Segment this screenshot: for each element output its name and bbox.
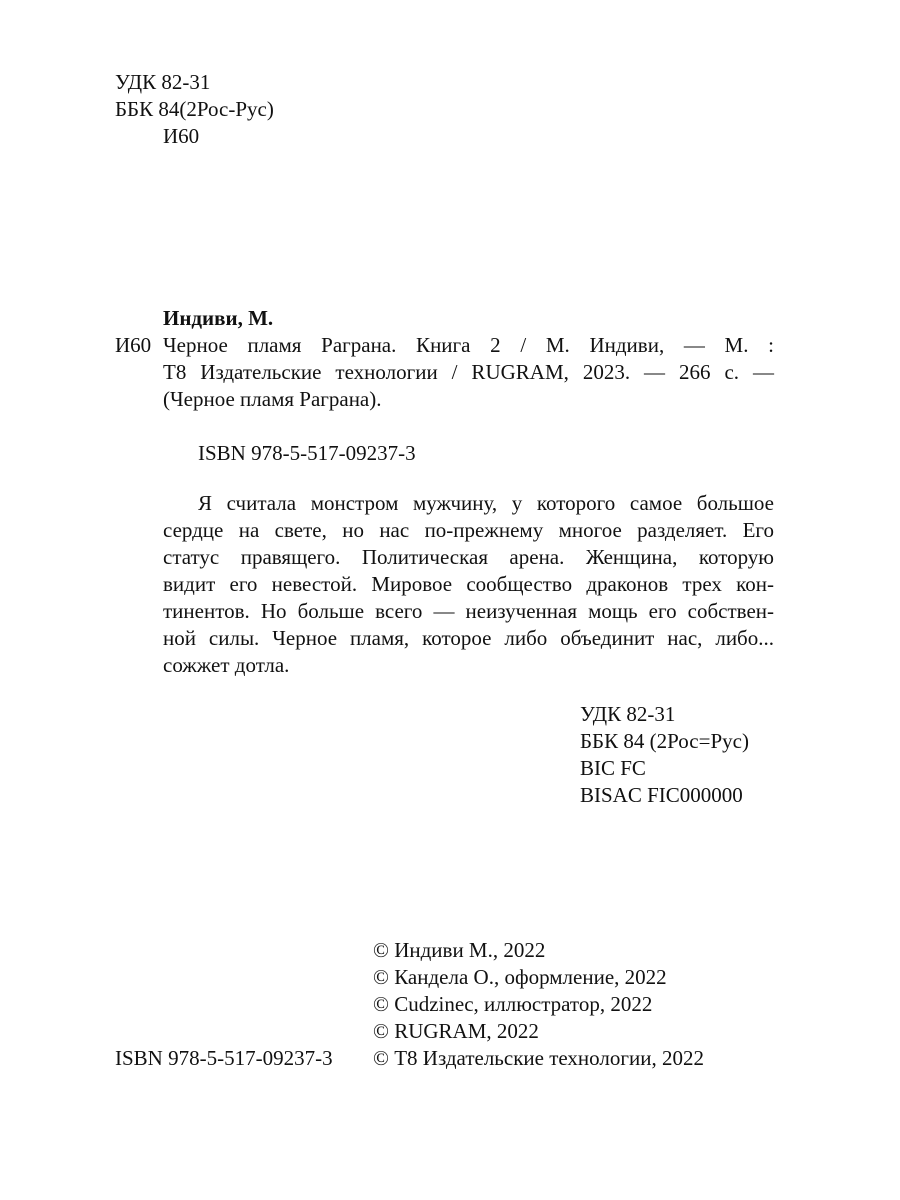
top-classification-codes <box>115 69 274 150</box>
isbn-bottom: ISBN 978-5-517-09237-3 <box>115 1046 333 1070</box>
annotation <box>163 490 774 679</box>
citation-isbn: ISBN 978-5-517-09237-3 <box>198 441 416 465</box>
annotation-line: сожжет дотла. <box>163 653 290 677</box>
copyright-line: © Кандела О., оформление, 2022 <box>373 965 667 989</box>
copyright-notices <box>373 937 704 1072</box>
citation-author-mark: И60 <box>115 333 152 357</box>
citation-line: Черное пламя Раграна. Книга 2 / М. Индиви, — М. : <box>163 333 774 357</box>
top-bbk: ББК 84(2Рос-Рус) <box>115 97 274 121</box>
top-udk: УДК 82-31 <box>115 70 211 94</box>
copyright-line: © Cudzinec, иллюстратор, 2022 <box>373 992 653 1016</box>
udk-code: УДК 82-31 <box>580 702 676 726</box>
copyright-line: © Индиви М., 2022 <box>373 938 546 962</box>
annotation-line: сердце на свете, но нас по-прежнему многое разделяет. Его <box>163 518 774 542</box>
annotation-line: статус правящего. Политическая арена. Женщина, которую <box>163 545 774 569</box>
top-author-mark: И60 <box>163 124 200 148</box>
citation-author: Индиви, М. <box>163 306 274 330</box>
annotation-line: тинентов. Но больше всего — неизученная мощь его собствен- <box>163 599 774 623</box>
copyright-line: © Т8 Издательские технологии, 2022 <box>373 1046 704 1070</box>
bibliographic-citation <box>163 332 774 413</box>
copyright-line: © RUGRAM, 2022 <box>373 1019 539 1043</box>
citation-line: (Черное пламя Раграна). <box>163 387 382 411</box>
annotation-line: Я считала монстром мужчину, у которого самое большое <box>198 491 774 515</box>
classification-codes <box>580 701 749 809</box>
bic-code: BIC FC <box>580 756 646 780</box>
annotation-line: видит его невестой. Мировое сообщество драконов трех кон- <box>163 572 774 596</box>
annotation-line: ной силы. Черное пламя, которое либо объединит нас, либо... <box>163 626 774 650</box>
bbk-code: ББК 84 (2Рос=Рус) <box>580 729 749 753</box>
citation-line: Т8 Издательские технологии / RUGRAM, 2023. — 266 с. — <box>163 360 774 384</box>
bisac-code: BISAC FIC000000 <box>580 783 743 807</box>
